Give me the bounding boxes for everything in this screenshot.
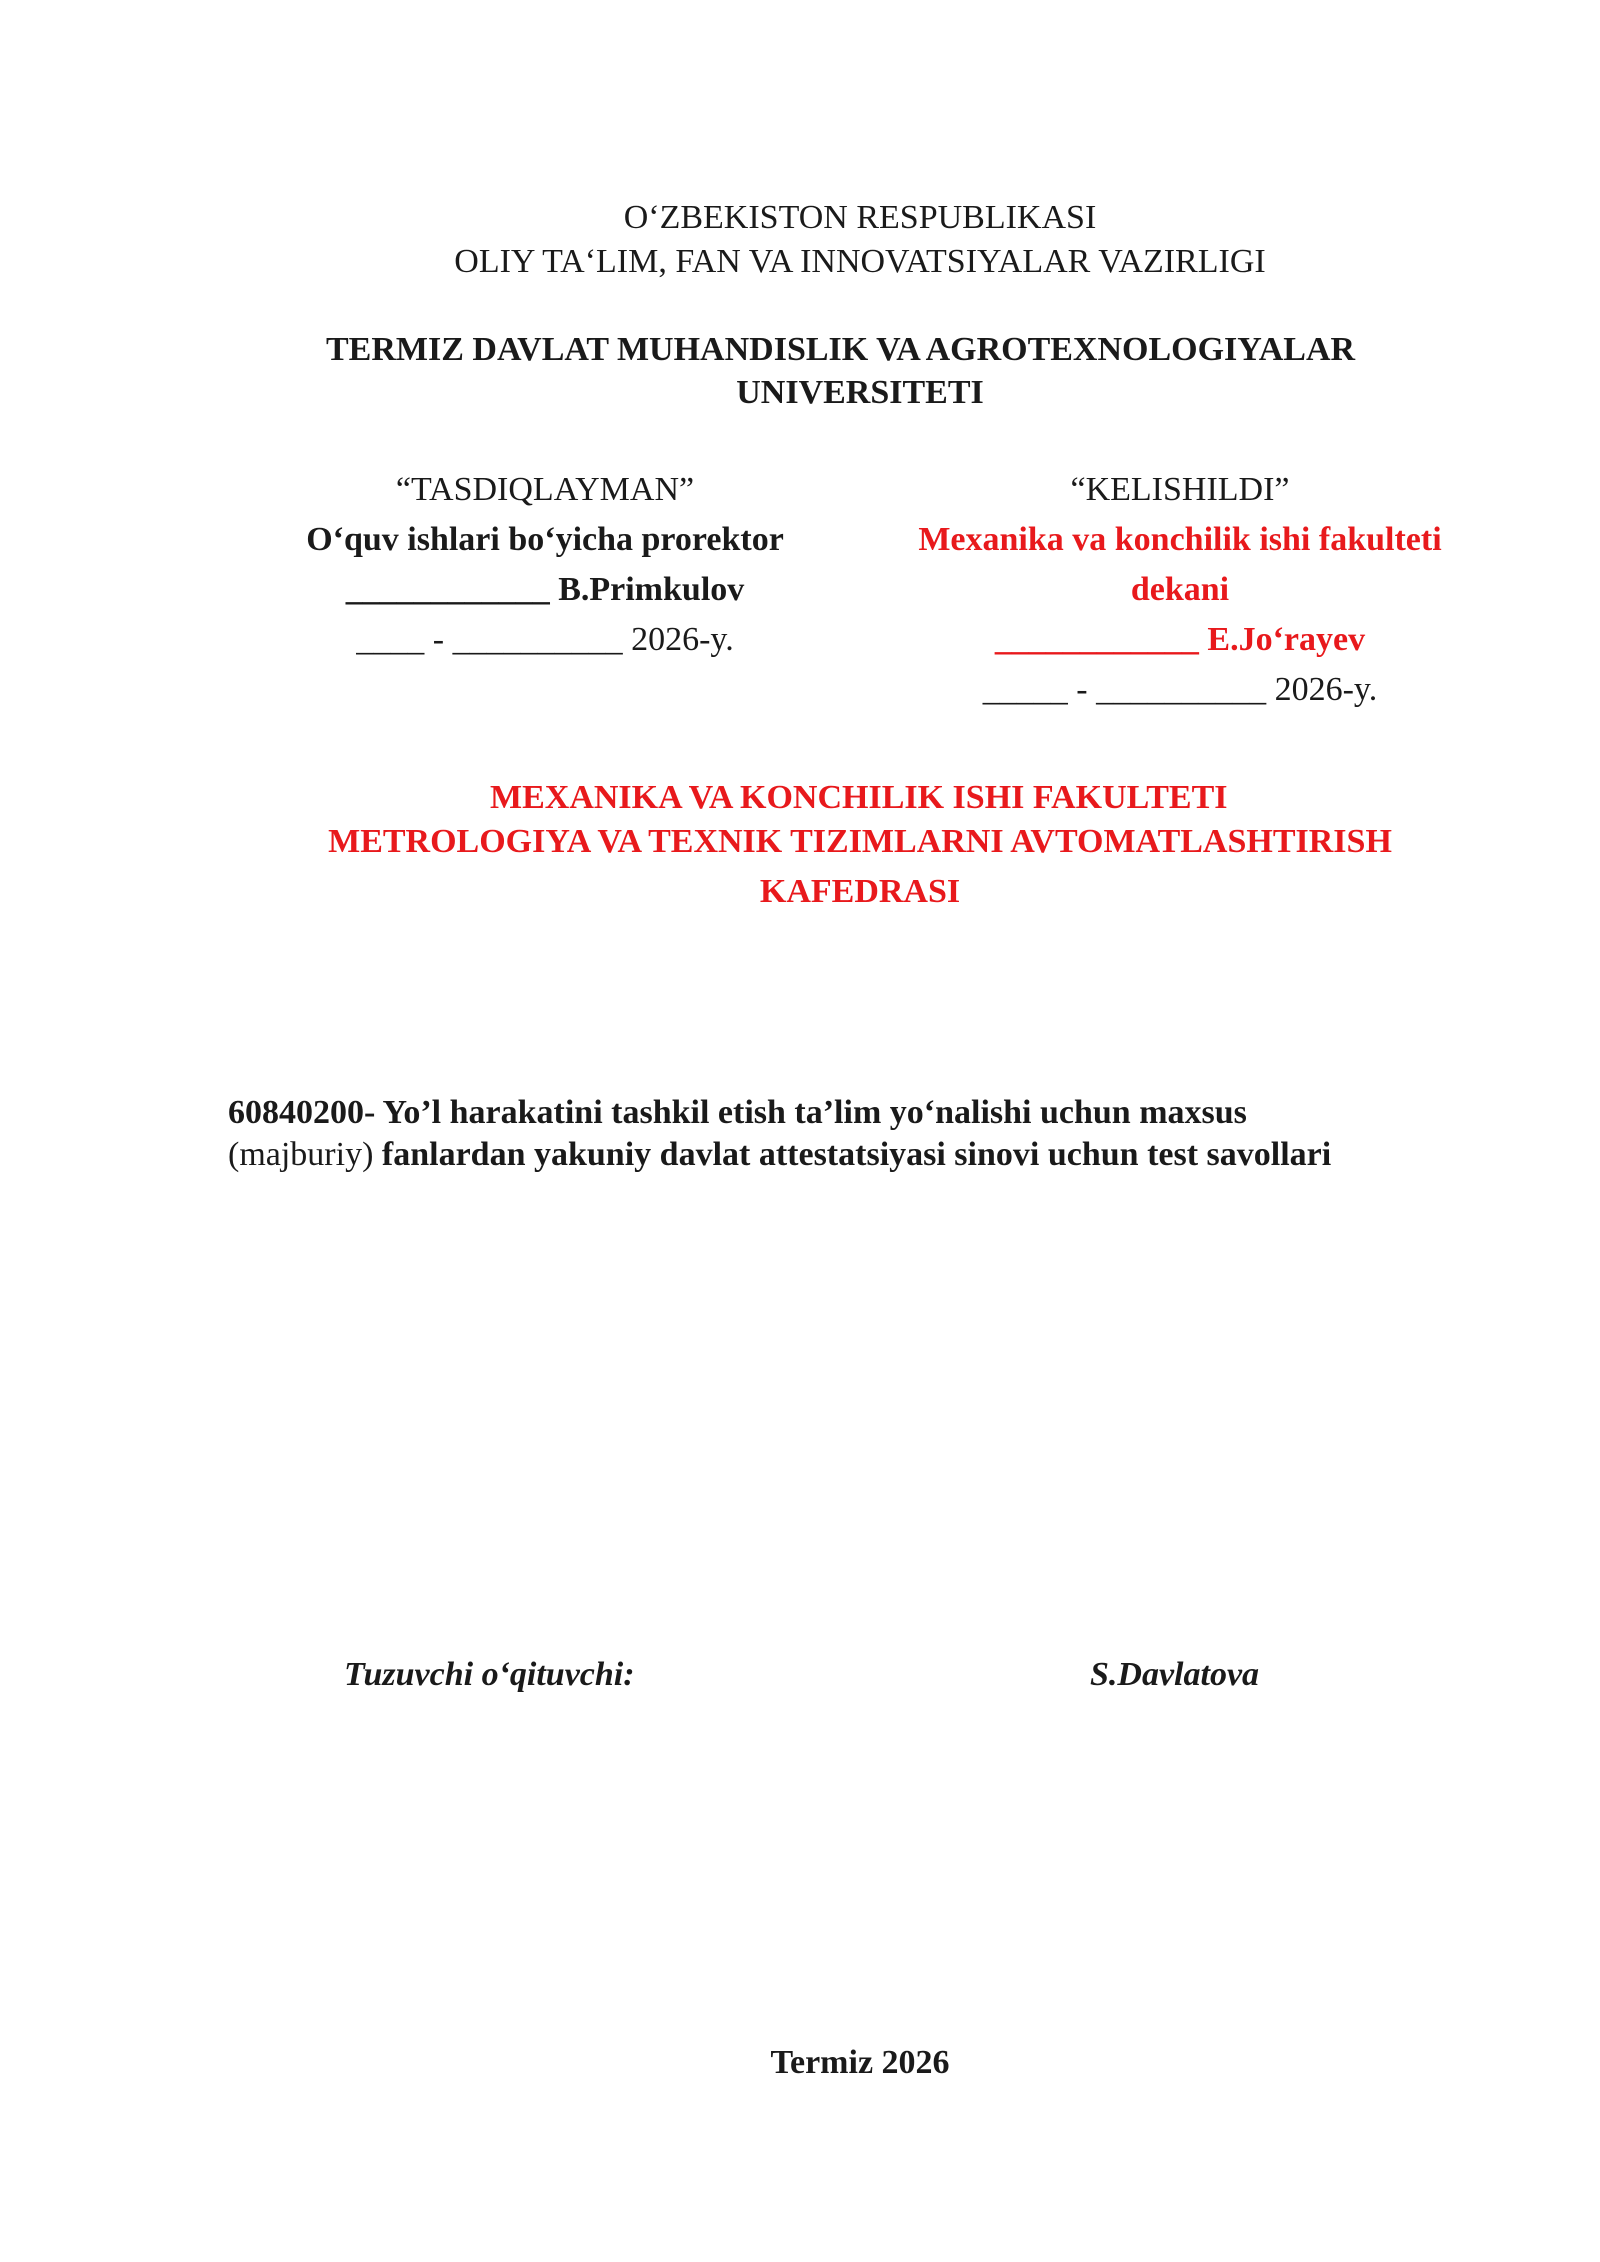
subject-line2-normal: (majburiy) xyxy=(228,1136,374,1173)
agreement-date: _____ - __________ 2026-y. xyxy=(982,671,1378,708)
faculty-name: MEXANIKA VA KONCHILIK ISHI FAKULTETI xyxy=(490,779,1228,816)
approval-title: “TASDIQLAYMAN” xyxy=(395,471,695,508)
approval-position: O‘quv ishlari bo‘yicha prorektor xyxy=(306,521,784,558)
subject-line2-bold: fanlardan yakuniy davlat attestatsiyasi sinovi uchun test savollari xyxy=(373,1136,1332,1173)
approval-block xyxy=(270,465,820,665)
approval-date: ____ - __________ 2026-y. xyxy=(356,621,734,658)
department-name-line2: KAFEDRASI xyxy=(759,873,961,910)
agreement-signer: E.Jo‘rayev xyxy=(1207,621,1366,658)
department-name-line1: METROLOGIYA VA TEXNIK TIZIMLARNI AVTOMATLASHTIRISH xyxy=(328,823,1392,860)
agreement-title: “KELISHILDI” xyxy=(1070,471,1290,508)
approval-signature-row xyxy=(270,565,820,615)
approval-signer: B.Primkulov xyxy=(558,571,745,608)
compiler-name: S.Davlatova xyxy=(1090,1656,1260,1693)
agreement-position-line1: Mexanika va konchilik ishi fakulteti xyxy=(918,521,1442,558)
approval-signature-line: ____________ xyxy=(345,571,550,608)
ministry-title-line1: O‘ZBEKISTON RESPUBLIKASI xyxy=(623,199,1097,236)
subject-line2 xyxy=(228,1135,1331,1175)
agreement-signature-line: ____________ xyxy=(994,621,1199,658)
agreement-signature-row xyxy=(880,615,1480,665)
ministry-title-line2: OLIY TA‘LIM, FAN VA INNOVATSIYALAR VAZIRLIGI xyxy=(454,243,1266,280)
university-name-line2: UNIVERSITETI xyxy=(736,374,984,411)
agreement-position-line2: dekani xyxy=(1130,571,1230,608)
footer-city-year: Termiz 2026 xyxy=(770,2044,950,2081)
compiler-label: Tuzuvchi o‘qituvchi: xyxy=(344,1656,635,1693)
university-name-line1: TERMIZ DAVLAT MUHANDISLIK VA AGROTEXNOLOGIYALAR xyxy=(326,331,1356,368)
subject-line1: 60840200- Yo’l harakatini tashkil etish ta’lim yo‘nalishi uchun maxsus xyxy=(228,1094,1247,1131)
agreement-block xyxy=(880,465,1480,715)
